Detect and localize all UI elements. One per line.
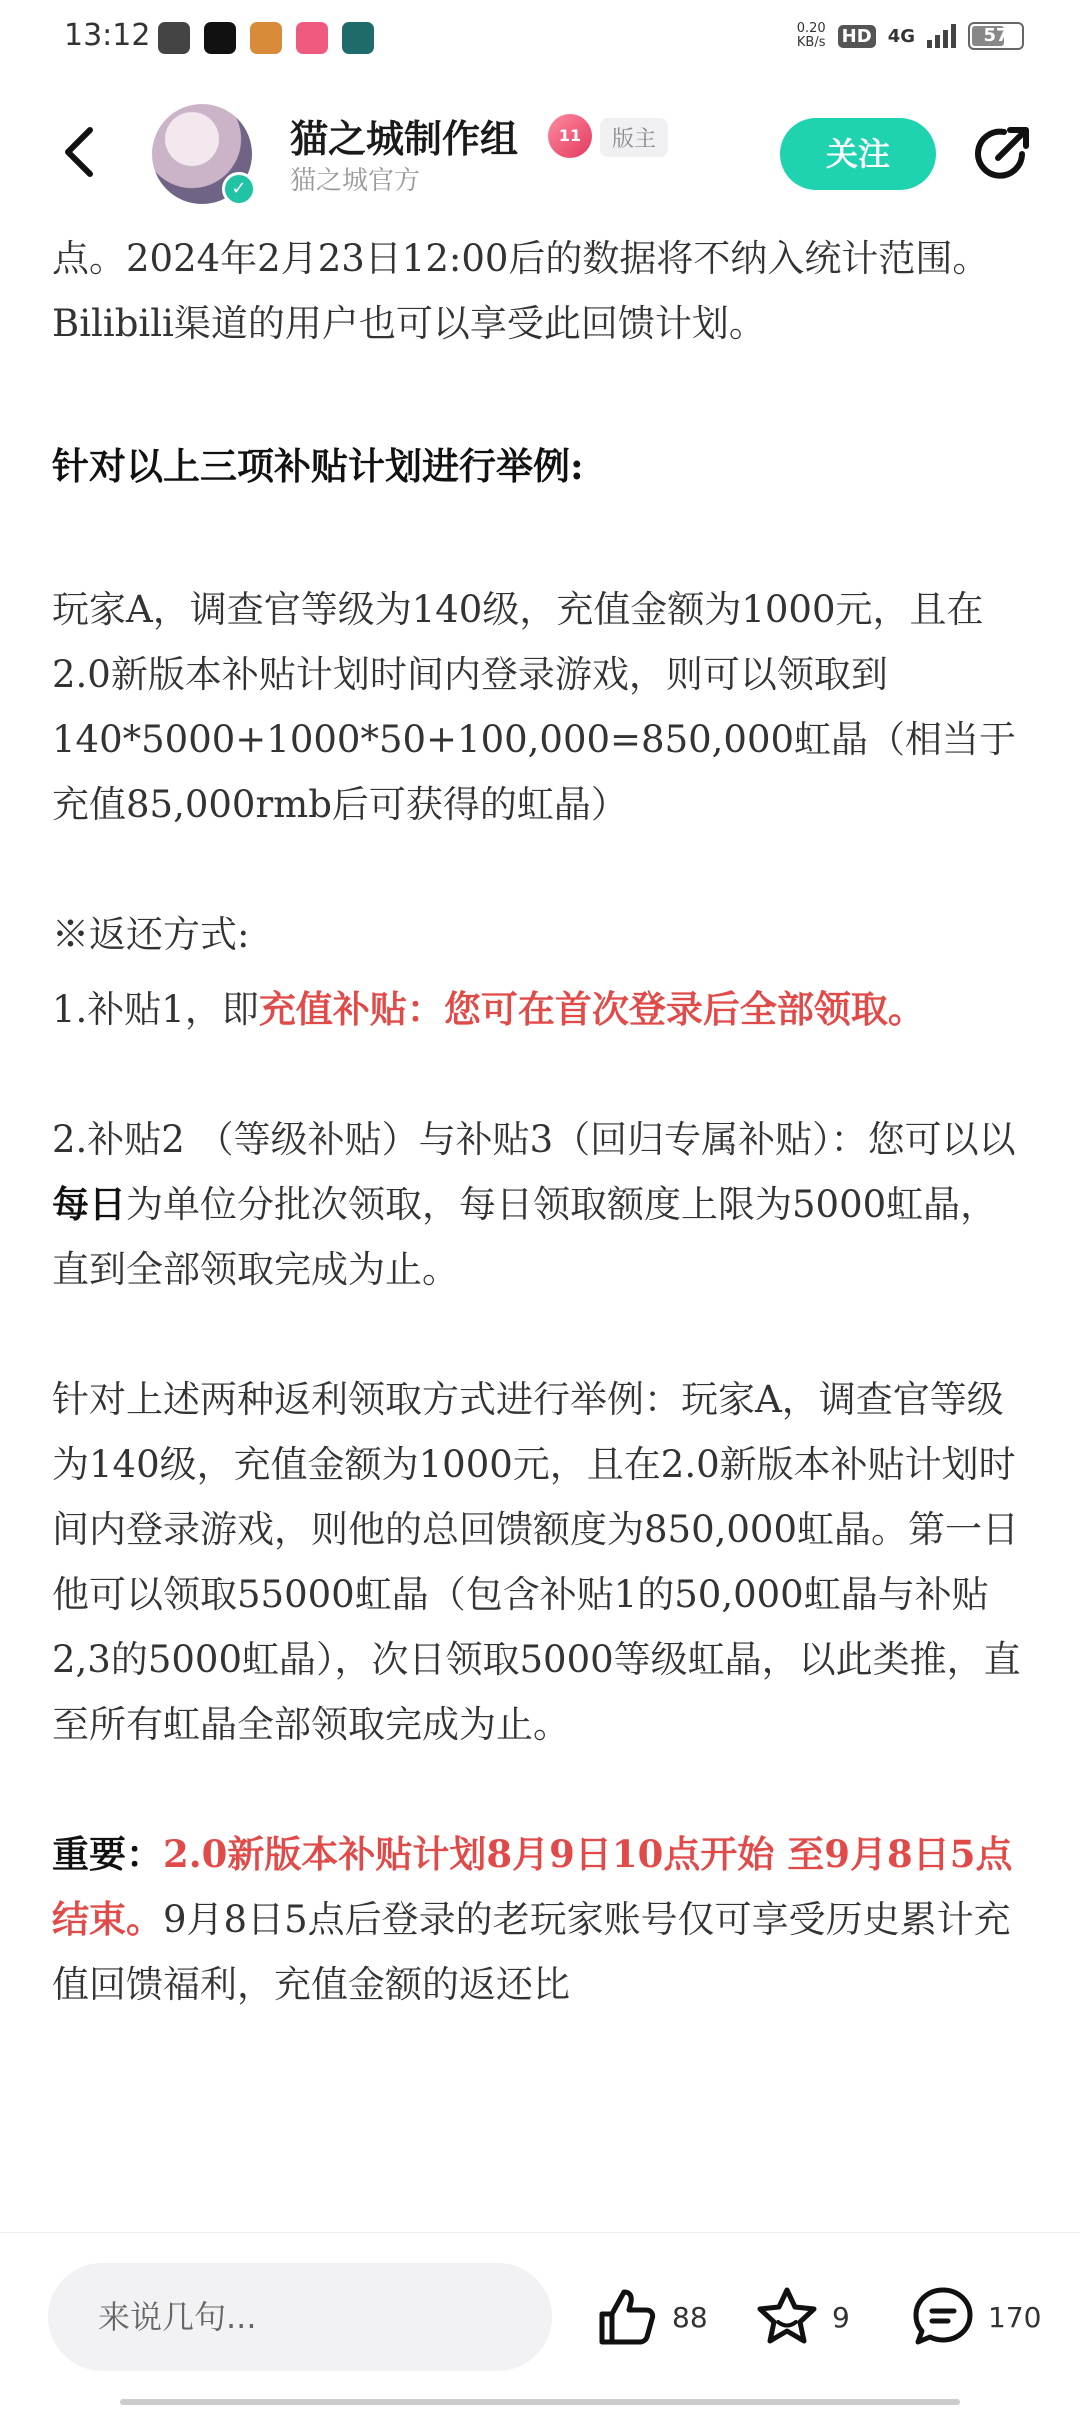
favorite-count: 9 xyxy=(832,2300,850,2334)
net-speed: 0.20 KB/s xyxy=(796,21,826,50)
level-badge: 11 xyxy=(548,114,592,158)
notification-icons xyxy=(158,22,374,54)
comment-count: 170 xyxy=(988,2300,1042,2334)
author-name[interactable]: 猫之城制作组 xyxy=(290,117,519,161)
home-indicator[interactable] xyxy=(120,2399,960,2405)
lofter-icon xyxy=(296,22,328,54)
paragraph: 点。2024年2月23日12:00后的数据将不纳入统计范围。Bilibili渠道的用户也可以享受此回馈计划。 xyxy=(52,237,990,345)
paragraph-heading: 针对以上三项补贴计划进行举例: xyxy=(52,444,584,488)
comments-button[interactable] xyxy=(910,2277,1041,2357)
post-header xyxy=(0,96,1080,216)
comment-placeholder: 来说几句... xyxy=(98,2298,257,2336)
moderator-badge: 版主 xyxy=(600,118,668,157)
highlight-text: 2.0新版本补贴计划8月9日10点开始 至9月8日5点结束。 xyxy=(52,1832,1013,1941)
share-icon xyxy=(970,120,1036,186)
comment-input[interactable] xyxy=(48,2263,552,2371)
hd-icon: HD xyxy=(838,25,876,48)
douyin-icon xyxy=(204,22,236,54)
emphasis-text: 重要： xyxy=(52,1832,163,1876)
author-subtitle: 猫之城官方 xyxy=(290,166,421,196)
paragraph: 重要：2.0新版本补贴计划8月9日10点开始 至9月8日5点结束。9月8日5点后登录的老玩家账号仅可享受历史累计充值回馈福利，充值金额的返还比 xyxy=(52,1832,1013,2006)
status-time: 13:12 xyxy=(64,18,151,53)
paragraph: 玩家A，调查官等级为140级，充值金额为1000元，且在2.0新版本补贴计划时间内登录游戏，则可以领取到140*5000+1000*50+100,000=850,000虹晶（相当于充值85,000rmb后可获得的虹晶） xyxy=(52,588,1017,826)
bottom-action-bar xyxy=(0,2232,1080,2409)
thumbs-up-icon xyxy=(594,2284,660,2350)
emphasis-text: 每日 xyxy=(52,1182,126,1226)
comment-bubble-icon xyxy=(910,2284,976,2350)
verified-icon: ✓ xyxy=(222,172,256,206)
avatar[interactable] xyxy=(152,104,252,204)
like-button[interactable] xyxy=(594,2277,708,2357)
highlight-text: 充值补贴：您可在首次登录后全部领取。 xyxy=(258,987,925,1031)
favorite-button[interactable] xyxy=(754,2277,850,2357)
game-icon xyxy=(250,22,282,54)
star-icon xyxy=(754,2284,820,2350)
app-icon xyxy=(342,22,374,54)
signal-icon xyxy=(927,24,956,48)
status-right xyxy=(797,22,1024,50)
like-count: 88 xyxy=(672,2300,708,2334)
share-button[interactable] xyxy=(970,120,1036,186)
paragraph: 2.补贴2 （等级补贴）与补贴3（回归专属补贴）：您可以以每日为单位分批次领取，每日领取额度上限为5000虹晶，直到全部领取完成为止。 xyxy=(52,1118,1016,1291)
paragraph: 针对上述两种返利领取方式进行举例：玩家A，调查官等级为140级，充值金额为1000元，且在2.0新版本补贴计划时间内登录游戏，则他的总回馈额度为850,000虹晶。第一日他可以领取55000虹晶（包含补贴1的50,000虹晶与补贴2,3的5000虹晶），次日领取5000等级虹晶，以此类推，直至所有虹晶全部领取完成为止。 xyxy=(52,1378,1021,1746)
follow-button[interactable]: 关注 xyxy=(780,118,936,190)
qq-icon xyxy=(158,22,190,54)
network-type: 4G xyxy=(887,25,915,47)
paragraph: 1.补贴1，即充值补贴：您可在首次登录后全部领取。 xyxy=(52,987,925,1031)
post-content xyxy=(52,226,1032,2222)
back-button[interactable] xyxy=(52,122,112,182)
battery-level: 57 xyxy=(983,25,1009,46)
battery-icon xyxy=(968,22,1024,50)
chevron-left-icon xyxy=(52,122,112,182)
paragraph: ※返还方式: xyxy=(52,913,250,956)
status-bar xyxy=(0,0,1080,80)
